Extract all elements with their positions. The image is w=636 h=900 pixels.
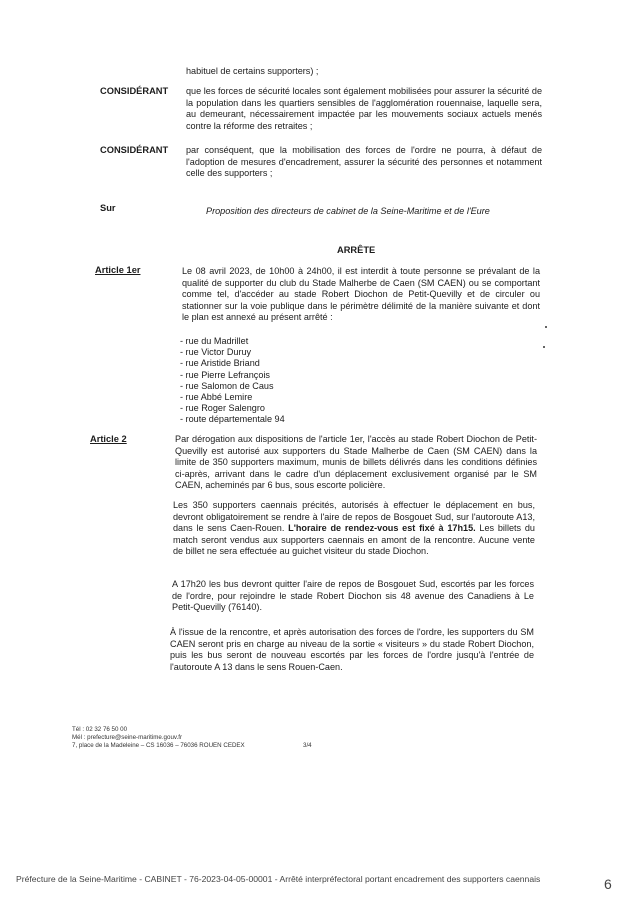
footer-contact	[72, 726, 245, 751]
scan-speck	[545, 326, 547, 328]
street-item: - route départementale 94	[180, 414, 285, 425]
sur-label: Sur	[100, 203, 116, 213]
considerant-label-1: CONSIDÉRANT	[100, 86, 169, 96]
street-item: - rue du Madrillet	[180, 336, 249, 346]
street-item: - rue Aristide Briand	[180, 358, 260, 369]
footer-page-number: 3/4	[303, 742, 312, 749]
footer-phone: Tél : 02 32 76 50 00	[72, 726, 128, 733]
street-item: - rue Abbé Lemire	[180, 392, 253, 403]
arrete-heading: ARRÊTE	[337, 245, 376, 255]
article-2-p2-start: Les 350 supporters caennais précités, autorisés à effectuer le déplacement en bus, devront obligatoirement se rendre à l'aire de repos de Bosgouet Sud, sur l'autoroute A13, dans le sens Caen-Rouen.	[173, 500, 535, 534]
street-item: - rue Victor Duruy	[180, 347, 252, 358]
street-item: - rue Salomon de Caus	[180, 380, 274, 391]
scan-speck	[543, 346, 545, 348]
article-2-paragraph-2	[173, 500, 535, 558]
footer-email: Mél : prefecture@seine-maritime.gouv.fr	[72, 734, 183, 742]
pdf-page-number: 6	[604, 876, 612, 892]
footer-address: 7, place de la Madeleine – CS 16036 – 76036 ROUEN CEDEX	[72, 742, 245, 750]
article-2-paragraph-1: Par dérogation aux dispositions de l'article 1er, l'accès au stade Robert Diochon de Petit-Quevilly est autorisé aux supporters du Stade Malherbe de Caen (SM CAEN) dans la limite de 350 supporters maximum, munis de billets délivrés dans les conditions définies ci-après, arrivant dans le cadre d'un déplacement exclusivement organisé par le SM CAEN, acheminés par 6 bus, sous escorte policière.	[175, 434, 537, 491]
article-2-paragraph-3: A 17h20 les bus devront quitter l'aire de repos de Bosgouet Sud, escortés par les forces de l'ordre, pour rejoindre le stade Robert Diochon sis 48 avenue des Canadiens à Le Petit-Quevilly (76140).	[172, 579, 534, 613]
article-1-label: Article 1er	[95, 265, 141, 275]
considerant-text-2: par conséquent, que la mobilisation des forces de l'ordre ne pourra, à défaut de l'adoption de mesures d'encadrement, assurer la sécurité des personnes et notamment celle des supporters ;	[186, 145, 542, 179]
continuation-line: habituel de certains supporters) ;	[186, 66, 319, 76]
document-caption: Préfecture de la Seine-Maritime - CABINET - 76-2023-04-05-00001 - Arrêté interpréfectoral portant encadrement des supporters caennais	[16, 874, 541, 884]
considerant-label-2: CONSIDÉRANT	[100, 145, 169, 155]
rendezvous-time-bold: L'horaire de rendez-vous est fixé à 17h15.	[288, 523, 476, 534]
street-list	[180, 336, 285, 426]
street-item: - rue Pierre Lefrançois	[180, 369, 270, 380]
article-2-p2-end: Les billets du match seront vendus aux supporters caennais en amont de la rencontre. Aucune vente de billet ne sera effectuée au guichet visiteur du stade Diochon.	[173, 523, 535, 557]
article-1-text: Le 08 avril 2023, de 10h00 à 24h00, il est interdit à toute personne se prévalant de la qualité de supporter du club du Stade Malherbe de Caen (SM CAEN) ou se comportant comme tel, d'accéder au stade Robert Diochon de Petit-Quevilly et de circuler ou stationner sur la voie publique dans le périmètre délimité de la manière suivante et dont le plan est annexé au présent arrêté :	[182, 266, 540, 323]
article-2-paragraph-4: À l'issue de la rencontre, et après autorisation des forces de l'ordre, les supporters du SM CAEN seront pris en charge au niveau de la sortie « visiteurs » du stade Robert Diochon, puis les bus seront de nouveau escortés par les forces de l'ordre jusqu'à l'entrée de l'autoroute A 13 dans le sens Rouen-Caen.	[170, 627, 534, 672]
sur-text: Proposition des directeurs de cabinet de la Seine-Maritime et de l'Eure	[206, 206, 490, 216]
article-2-label: Article 2	[90, 434, 127, 444]
street-item: - rue Roger Salengro	[180, 403, 265, 414]
considerant-text-1: que les forces de sécurité locales sont également mobilisées pour assurer la sécurité de la population dans les quartiers sensibles de l'agglomération rouennaise, laquelle sera, au demeurant, nécessairement impactée par les mouvements sociaux actuels menés contre la réforme des retraites ;	[186, 86, 542, 131]
